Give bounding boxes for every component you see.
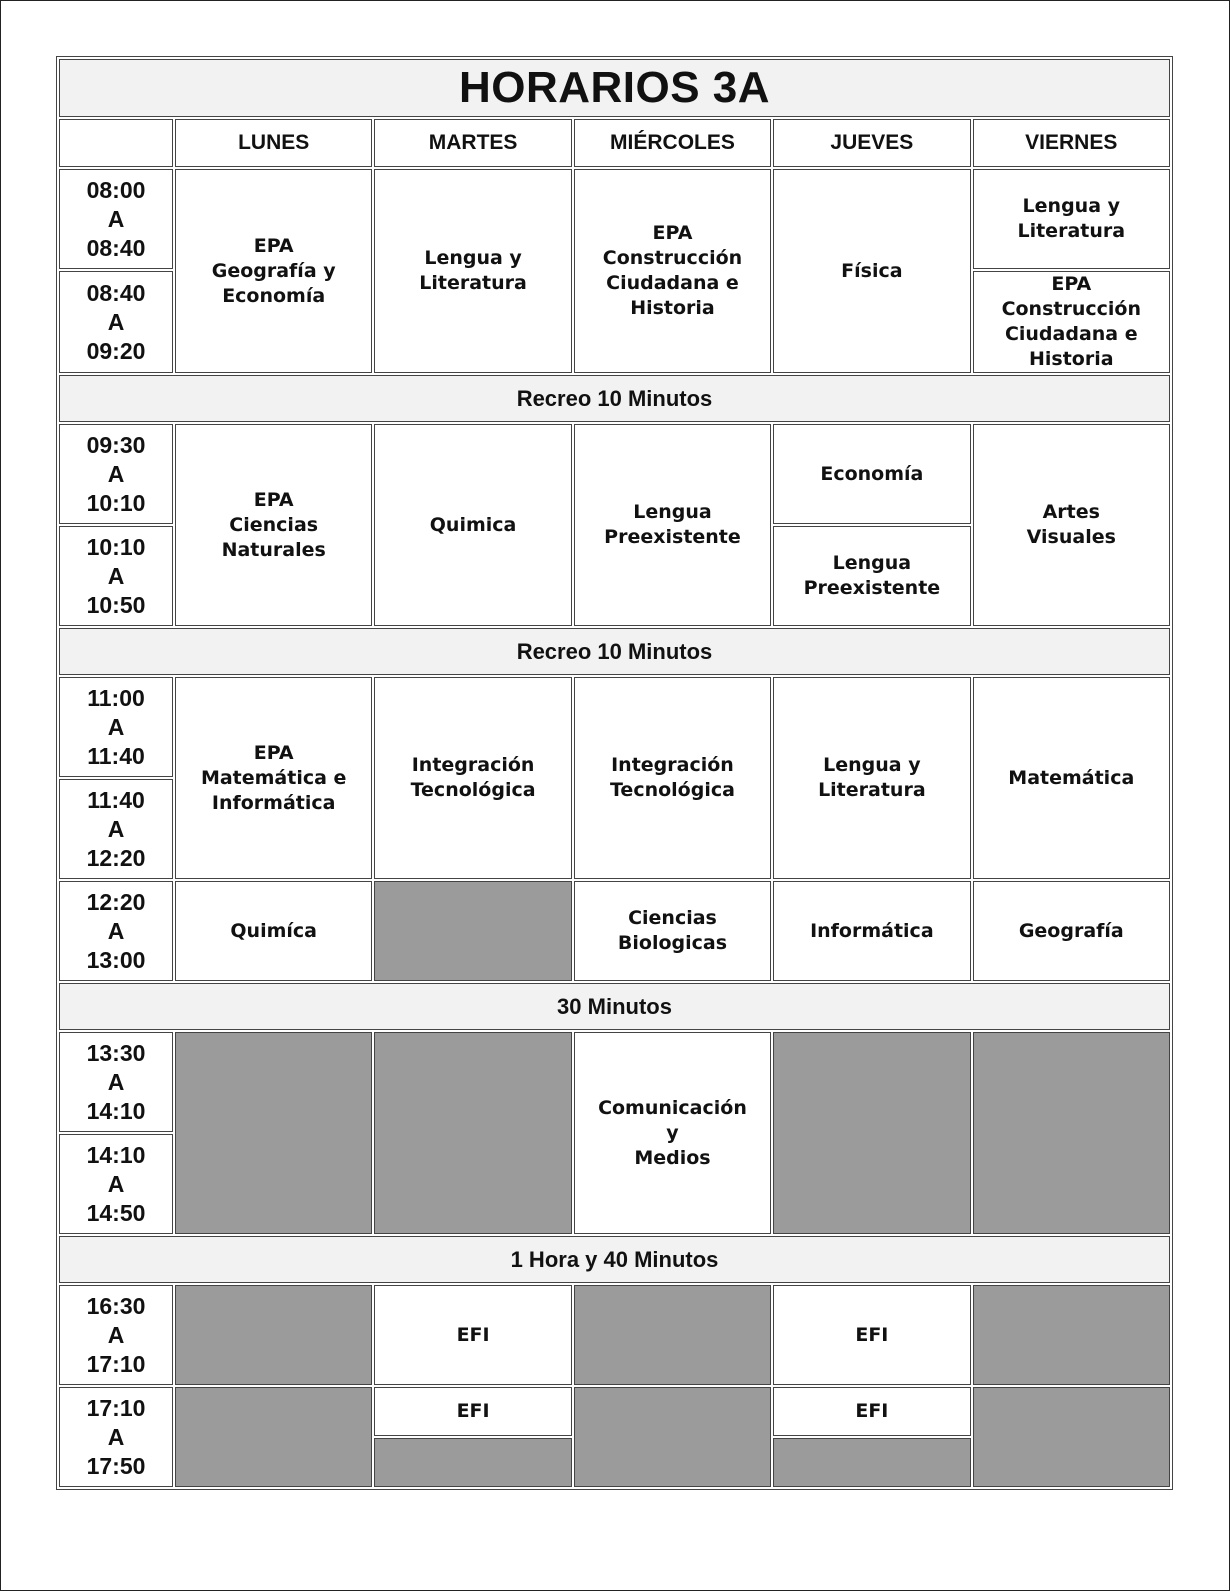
day-header-miercoles: MIÉRCOLES: [574, 119, 771, 167]
break-row: 30 Minutos: [59, 983, 1170, 1030]
empty-slot: [374, 881, 571, 981]
schedule-table: [56, 56, 1173, 1490]
class-cell: Lengua Preexistente: [574, 424, 771, 626]
empty-slot: [773, 1032, 970, 1234]
time-slot: 13:30 A 14:10: [59, 1032, 173, 1132]
time-slot: 08:40 A 09:20: [59, 271, 173, 373]
empty-slot: [574, 1387, 771, 1487]
day-header-lunes: LUNES: [175, 119, 372, 167]
class-cell: Informática: [773, 881, 970, 981]
class-cell: EPA Ciencias Naturales: [175, 424, 372, 626]
break-row: 1 Hora y 40 Minutos: [59, 1236, 1170, 1283]
time-slot: 09:30 A 10:10: [59, 424, 173, 524]
corner-cell: [59, 119, 173, 167]
day-header-jueves: JUEVES: [773, 119, 970, 167]
empty-slot: [175, 1032, 372, 1234]
class-cell: Lengua y Literatura: [374, 169, 571, 373]
class-cell: Geografía: [973, 881, 1170, 981]
class-cell: Física: [773, 169, 970, 373]
class-cell: Ciencias Biologicas: [574, 881, 771, 981]
class-cell: Lengua y Literatura: [773, 677, 970, 879]
empty-slot: [175, 1387, 372, 1487]
time-slot: 11:00 A 11:40: [59, 677, 173, 777]
class-cell: Comunicación y Medios: [574, 1032, 771, 1234]
class-cell: Economía: [773, 424, 970, 524]
class-cell: EPA Construcción Ciudadana e Historia: [574, 169, 771, 373]
time-slot: 14:10 A 14:50: [59, 1134, 173, 1234]
time-slot: 12:20 A 13:00: [59, 881, 173, 981]
break-row: Recreo 10 Minutos: [59, 628, 1170, 675]
class-cell: Matemática: [973, 677, 1170, 879]
class-cell: EFI: [374, 1387, 571, 1436]
class-cell: EPA Matemática e Informática: [175, 677, 372, 879]
empty-slot: [374, 1032, 571, 1234]
break-row: Recreo 10 Minutos: [59, 375, 1170, 422]
time-slot: 11:40 A 12:20: [59, 779, 173, 879]
class-cell: Lengua y Literatura: [973, 169, 1170, 269]
class-cell: Integración Tecnológica: [374, 677, 571, 879]
class-cell: EFI: [773, 1387, 970, 1436]
time-slot: 17:10 A 17:50: [59, 1387, 173, 1487]
day-header-martes: MARTES: [374, 119, 571, 167]
time-slot: 08:00 A 08:40: [59, 169, 173, 269]
class-cell: Integración Tecnológica: [574, 677, 771, 879]
class-cell: Quimíca: [175, 881, 372, 981]
empty-slot: [773, 1438, 970, 1487]
empty-slot: [973, 1285, 1170, 1385]
class-cell: EPA Construcción Ciudadana e Historia: [973, 271, 1170, 373]
page-title: HORARIOS 3A: [59, 59, 1170, 117]
day-header-viernes: VIERNES: [973, 119, 1170, 167]
empty-slot: [574, 1285, 771, 1385]
class-cell: EFI: [773, 1285, 970, 1385]
class-cell: Quimica: [374, 424, 571, 626]
empty-slot: [973, 1032, 1170, 1234]
empty-slot: [973, 1387, 1170, 1487]
time-slot: 16:30 A 17:10: [59, 1285, 173, 1385]
empty-slot: [374, 1438, 571, 1487]
class-cell: Artes Visuales: [973, 424, 1170, 626]
empty-slot: [175, 1285, 372, 1385]
class-cell: Lengua Preexistente: [773, 526, 970, 626]
class-cell: EPA Geografía y Economía: [175, 169, 372, 373]
class-cell: EFI: [374, 1285, 571, 1385]
time-slot: 10:10 A 10:50: [59, 526, 173, 626]
